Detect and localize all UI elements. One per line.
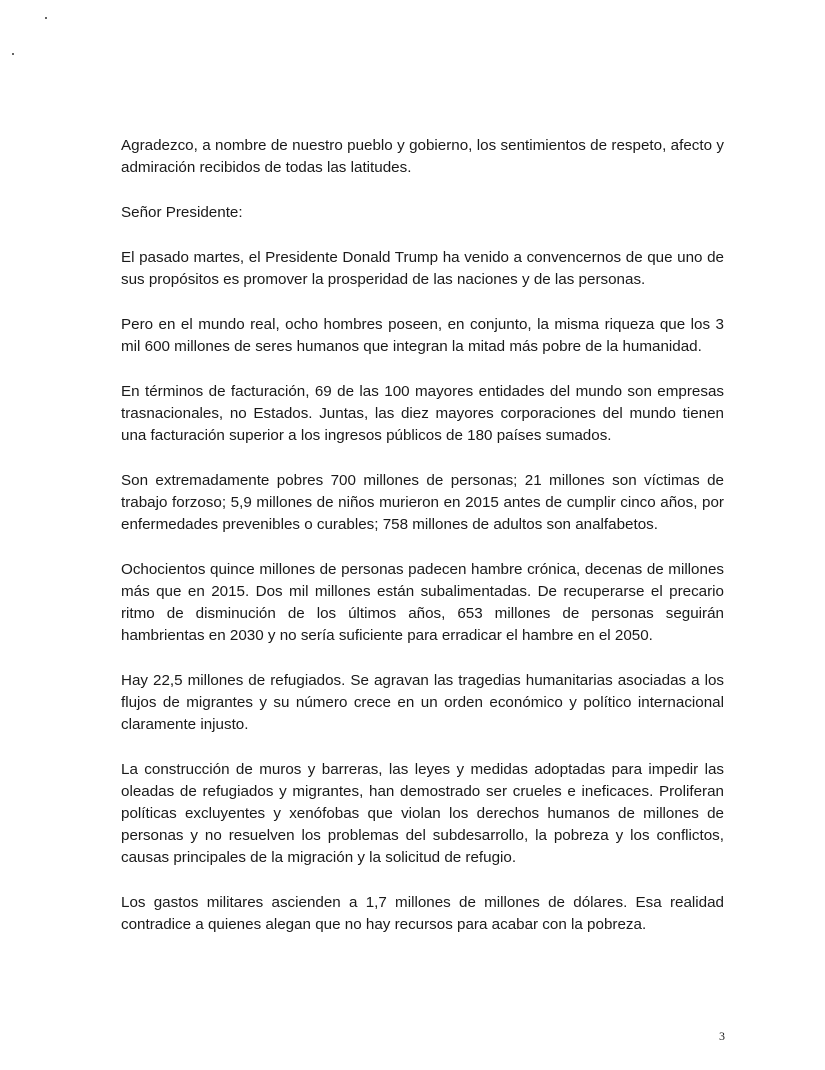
- page-number: 3: [719, 1029, 725, 1043]
- scan-speck: [45, 17, 47, 19]
- paragraph-military: Los gastos militares ascienden a 1,7 millones de millones de dólares. Esa realidad contradice a quienes alegan que no hay recursos para acabar con la pobreza.: [121, 894, 724, 933]
- paragraph-walls: La construcción de muros y barreras, las leyes y medidas adoptadas para impedir las oleadas de refugiados y migrantes, han demostrado ser crueles e ineficaces. Proliferan políticas excluyentes y xenófobas que violan los derechos humanos de millones de personas y no resuelven los problemas del subdesarrollo, la pobreza y los conflictos, causas principales de la migración y la solicitud de refugio.: [121, 761, 724, 866]
- paragraph-hunger: Ochocientos quince millones de personas padecen hambre crónica, decenas de millones más que en 2015. Dos mil millones están subalimentadas. De recuperarse el precario ritmo de disminución de los últimos años, 653 millones de personas seguirán hambrientas en 2030 y no sería suficiente para erradicar el hambre en el 2050.: [121, 561, 724, 644]
- paragraph-poverty: Son extremadamente pobres 700 millones de personas; 21 millones son víctimas de trabajo forzoso; 5,9 millones de niños murieron en 2015 antes de cumplir cinco años, por enfermedades prevenibles o curables; 758 millones de adultos son analfabetos.: [121, 472, 724, 533]
- paragraph-gratitude: Agradezco, a nombre de nuestro pueblo y gobierno, los sentimientos de respeto, afecto y admiración recibidos de todas las latitudes.: [121, 137, 724, 176]
- paragraph-corporations: En términos de facturación, 69 de las 100 mayores entidades del mundo son empresas trasnacionales, no Estados. Juntas, las diez mayores corporaciones del mundo tienen una facturación superior a los ingresos públicos de 180 países sumados.: [121, 383, 724, 444]
- paragraph-trump: El pasado martes, el Presidente Donald Trump ha venido a convencernos de que uno de sus propósitos es promover la prosperidad de las naciones y de las personas.: [121, 249, 724, 288]
- paragraph-refugees: Hay 22,5 millones de refugiados. Se agravan las tragedias humanitarias asociadas a los flujos de migrantes y su número crece en un orden económico y político internacional claramente injusto.: [121, 672, 724, 733]
- paragraph-wealth: Pero en el mundo real, ocho hombres poseen, en conjunto, la misma riqueza que los 3 mil 600 millones de seres humanos que integran la mitad más pobre de la humanidad.: [121, 316, 724, 355]
- paragraph-salutation: Señor Presidente:: [121, 204, 243, 221]
- scan-speck: [12, 53, 14, 55]
- document-body: [121, 135, 724, 959]
